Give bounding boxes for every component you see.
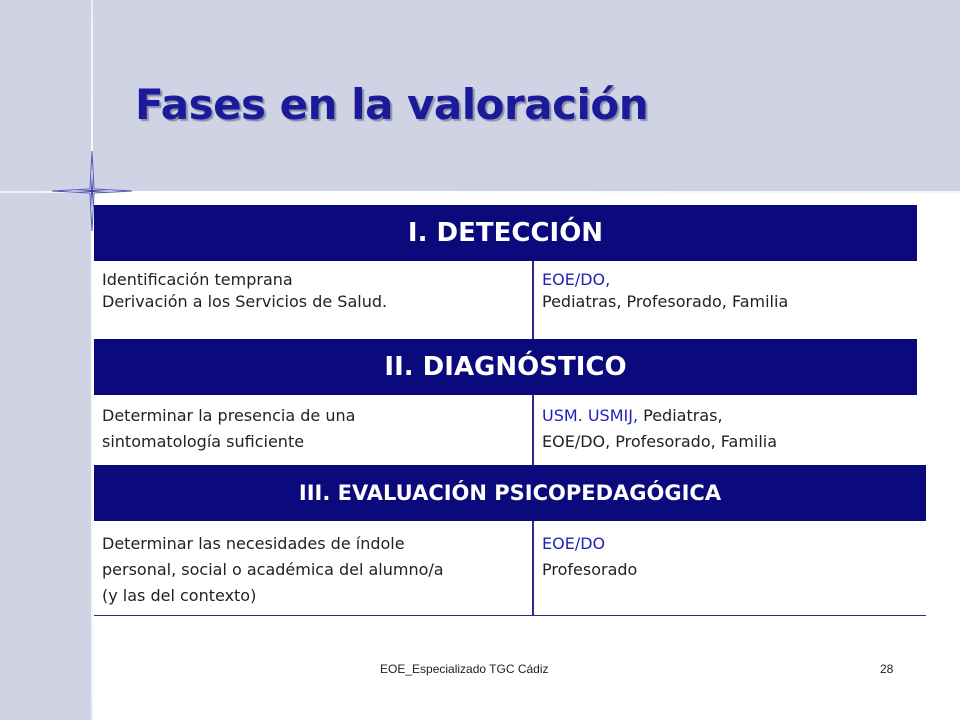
row-description [94,261,532,339]
section-header-diagnosis: II. DIAGNÓSTICO [94,339,917,395]
left-decorative-band [0,0,92,720]
description-line: Determinar las necesidades de índole [102,534,405,553]
table-row [94,521,926,616]
description-line: sintomatología suficiente [102,432,305,451]
agents-highlight: USM. USMIJ, [542,406,639,425]
description-line: Determinar la presencia de una [102,406,356,425]
section-header-evaluation: III. EVALUACIÓN PSICOPEDAGÓGICA [94,465,926,521]
description-line: personal, social o académica del alumno/a [102,560,444,579]
section-header-detection: I. DETECCIÓN [94,205,917,261]
table-row [94,261,926,339]
table-row [94,395,926,465]
row-agents [532,395,926,465]
page-number: 28 [880,662,894,676]
agents-line: EOE/DO, Profesorado, Familia [542,432,778,451]
row-description [94,521,532,615]
agents-text: Pediatras, [638,406,723,425]
row-description [94,395,532,465]
description-line: Derivación a los Servicios de Salud. [102,292,388,311]
horizontal-accent-line [0,191,960,193]
description-line: Identificación temprana [102,270,293,289]
agents-highlight: EOE/DO [542,534,606,553]
row-agents [532,521,926,615]
description-line: (y las del contexto) [102,586,257,605]
agents-line: Profesorado [542,560,638,579]
agents-line: Pediatras, Profesorado, Familia [542,292,789,311]
agents-highlight: EOE/DO, [542,270,611,289]
row-agents [532,261,926,339]
slide-title: Fases en la valoración [135,80,649,129]
vertical-accent-line [91,0,93,720]
slide-footer: EOE_Especializado TGC Cádiz [380,662,549,676]
phases-table [94,205,926,616]
